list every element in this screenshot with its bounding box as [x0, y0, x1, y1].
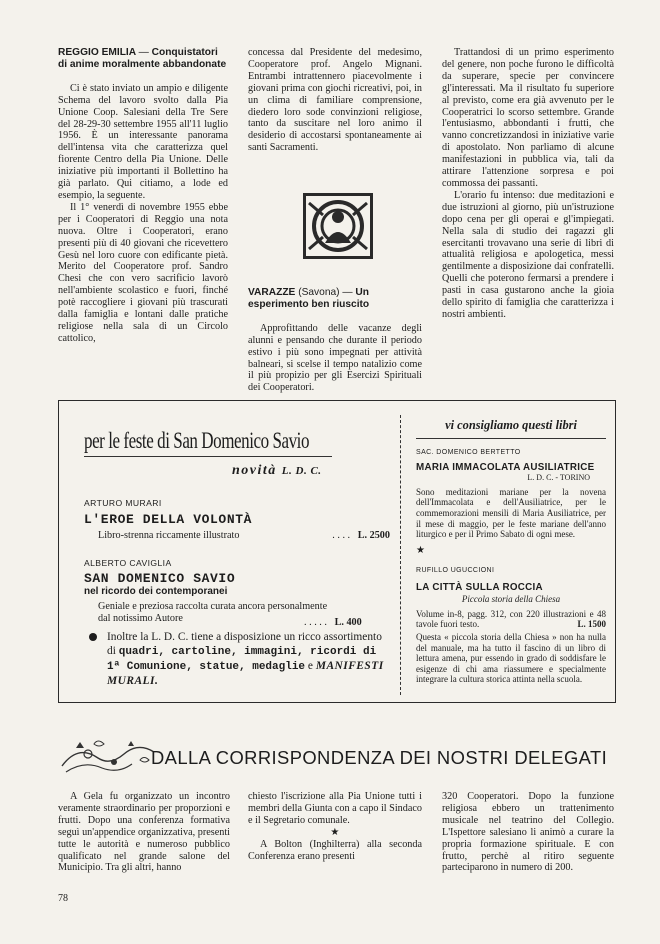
paragraph: L'orario fu intenso: due meditazioni e due istruzioni al giorno, più un'istruzione dopo cena per gli operai e gl'impiegati. Nella sala di studio dei ragazzi gli esercitanti trovavano una serie di libri di attualità religiosa e apologetica, messi gentilmente a disposizione dai confratelli. Quelli che poterono fermarsi a prendere i pasti in casa gustarono anche la gioia dello spirito di famiglia che caratterizza i nostri ambienti. — [442, 189, 614, 320]
bottom-column-3 — [442, 791, 614, 874]
paragraph: 320 Cooperatori. Dopo la funzione religiosa ebbero un trattenimento musicale nel teatrino del Collegio. L'Ispettore salesiano li animò a curare la propria formazione spirituale. E con frutto, perchè al ritiro seguente parteciparono in numero di 200. — [442, 791, 614, 874]
paragraph: Ci è stato inviato un ampio e diligente Schema del lavoro svolto dalla Pia Unione Coop. Salesiani della Tre Sere del 28-29-30 settembre 1955 all'11 luglio 1956. È un interessante panorama dell'intensa vita che caratterizza quel fiorente Centro della Pia Unione. Delle iniziative più importanti il Bollettino ha già parlato. Qui citiamo, a lode ed esempio, la seguente. — [58, 82, 228, 201]
bullet-items: quadri, cartoline, immagini, ricordi di 1ª Comunione, statue, medaglie — [107, 646, 377, 673]
recommended-book-2 — [416, 566, 606, 685]
bullet-intro: Inoltre la L. D. C. tiene a disposizione un ricco assortimento di — [107, 631, 382, 657]
book-author: ARTURO MURARI — [84, 498, 162, 508]
book-publisher: L. D. C. - TORINO — [527, 473, 590, 483]
book-price: L. 2500 — [357, 530, 390, 541]
article-reggio-heading — [58, 47, 228, 71]
section-title: DALLA CORRISPONDENZA DEI NOSTRI DELEGATI — [151, 747, 608, 768]
bullet-and: e — [307, 660, 313, 672]
article-province: (Savona) — [298, 287, 340, 298]
ad-book-2 — [84, 557, 390, 628]
star-icon: ★ — [330, 826, 340, 838]
column-3 — [442, 47, 614, 321]
recommended-book-1 — [416, 448, 606, 556]
book-title: SAN DOMENICO SAVIO — [84, 571, 236, 586]
book-specs — [416, 609, 606, 630]
novita-publisher: L. D. C. — [281, 465, 322, 477]
article-varazze-heading — [248, 287, 422, 311]
star-icon: ★ — [416, 544, 425, 556]
book-author: ALBERTO CAVIGLIA — [84, 558, 172, 568]
book-author: SAC. DOMENICO BERTETTO — [416, 449, 521, 456]
book-description: Sono meditazioni mariane per la novena dell'Immacolata e dell'Ausiliatrice, per le commemorazioni mensili di Maria Ausiliatrice, per il mese di maggio, per le feste mariane dell'anno liturgico e per il Primo Sabato di ogni mese. — [416, 486, 606, 540]
ad-book-1 — [84, 497, 390, 542]
heading-dash: — — [138, 47, 149, 58]
recommended-heading: vi consigliamo questi libri — [445, 418, 577, 432]
heading-dash: — — [342, 287, 353, 298]
book-specs-text: Volume in-8, pagg. 312, con 220 illustrazioni e 48 tavole fuori testo. — [416, 608, 606, 630]
book-dots: . . . . . — [304, 617, 327, 628]
column-2 — [248, 47, 422, 154]
book-title: MARIA IMMACOLATA AUSILIATRICE — [416, 461, 595, 473]
paragraph: concessa dal Presidente del medesimo, Cooperatore prof. Angelo Mignani. Entrambi intrattennero piacevolmente i giovani prima con giochi ricreativi, poi, in un clima di familiare comprensione, diedero loro sode convinzioni religiose, tanto da suscitare nel loro animo il desiderio di accostarsi spontaneamente ai santi Sacramenti. — [248, 47, 422, 154]
paragraph: A Bolton (Inghilterra) alla seconda Conferenza erano presenti — [248, 838, 422, 862]
book-price-line — [304, 617, 362, 629]
book-dots: . . . . — [332, 530, 351, 541]
book-line — [84, 530, 390, 542]
book-title: L'EROE DELLA VOLONTÀ — [84, 512, 253, 527]
paragraph: Il 1° venerdì di novembre 1955 ebbe per i Cooperatori di Reggio una nota nuova. Oltre i Cooperatori, erano presenti più di 40 giovani che ricevettero Gesù nel loro cuore con edificante pietà. Merito del Cooperatore prof. Sandro Chesi che con vero sacrificio lavorò nell'ambiente scolastico e fuori, finché potè raccogliere i giovani più trascurati dalla famiglia e lontani dalle pratiche religiose nella sala di un Circolo cattolico, — [58, 201, 228, 344]
book-description: Geniale e preziosa raccolta curata ancora personalmente dal notissimo Autore — [98, 601, 328, 624]
ad-bullet-text — [107, 630, 391, 688]
bullet-last: MANIFESTI MURALI. — [107, 660, 384, 687]
book-subtitle: Piccola storia della Chiesa — [461, 594, 561, 605]
paragraph: chiesto l'iscrizione alla Pia Unione tutti i membri della Giunta con a capo il Sindaco e il Segretario comunale. — [248, 791, 422, 826]
bottom-column-1 — [58, 791, 230, 874]
column-1 — [58, 47, 228, 345]
article-subtitle: Conquistatori di anime moralmente abbandonate — [58, 47, 227, 70]
novita-label: novità — [232, 463, 277, 478]
emblem-illustration-icon — [303, 193, 373, 259]
book-price: L. 1500 — [577, 619, 606, 630]
book-price: L. 400 — [334, 617, 362, 628]
ad-heading-rule — [84, 456, 332, 457]
article-subtitle: Un esperimento ben riuscito — [248, 287, 370, 310]
article-place: REGGIO EMILIA — [58, 47, 136, 58]
ad-novita — [232, 463, 322, 479]
paragraph: Trattandosi di un primo esperimento del genere, non poche furono le difficoltà da superare, specie per convincere gl'interessati. Ma il risultato fu superiore al previsto, come era già avvenuto per le Cooperatrici lo scorso settembre. Grande l'entusiasmo, abbondanti i frutti, che vanno concretizzandosi in iniziative varie di apostolato. Non parliamo di alcune manifestazioni in pubblica via, tali da attirare l'attenzione sorpresa e poi commossa dei passanti. — [442, 47, 614, 189]
bullet-icon — [89, 633, 97, 641]
column-2-lower — [248, 287, 422, 394]
article-place: VARAZZE — [248, 287, 296, 298]
bottom-column-2 — [248, 791, 422, 862]
book-subtitle: nel ricordo dei contemporanei — [84, 586, 228, 597]
book-author: RUFILLO UGUCCIONI — [416, 567, 495, 574]
book-description: Questa « piccola storia della Chiesa » non ha nulla del manuale, ma ha tutto il fascino di un libro di lettura amena, pur essendo in grado di soddisfare le esigenze di chi ama riassumere e specialmente integrare la cultura storica attinta nella scuola. — [416, 631, 606, 685]
recommended-rule — [416, 438, 606, 439]
book-description: Libro-strenna riccamente illustrato — [98, 530, 240, 541]
book-title: LA CITTÀ SULLA ROCCIA — [416, 581, 543, 593]
paragraph: Approfittando delle vacanze degli alunni e pensando che durante il periodo estivo i più sono impegnati per attività balneari, si scelse il tempo natalizio come il più propizio per gli Esercizi Spirituali dei Cooperatori. — [248, 322, 422, 394]
paragraph: A Gela fu organizzato un incontro veramente straordinario per proporzioni e frutti. Dopo una conferenza formativa seguì un'appendice organizzativa, presenti tutte le autorità e numeroso pubblico qualificato nel grande salone del Municipio. Tra gli altri, hanno — [58, 791, 230, 874]
ad-heading: per le feste di San Domenico Savio — [84, 428, 310, 453]
box-divider — [400, 415, 401, 695]
page-number: 78 — [58, 893, 68, 904]
